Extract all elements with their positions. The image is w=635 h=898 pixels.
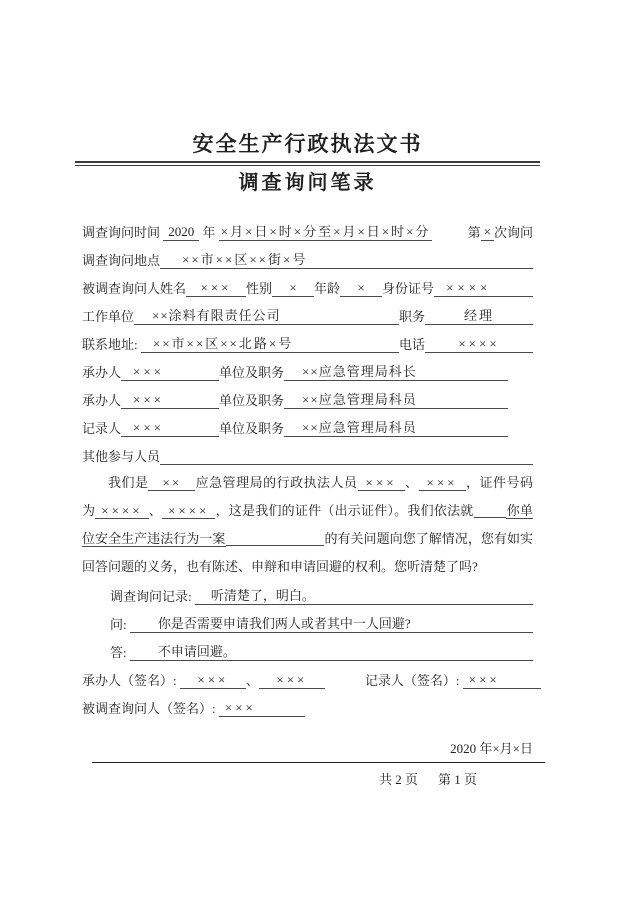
fill-in-value: ×: [481, 224, 494, 241]
fill-in-value: ×××: [358, 475, 405, 491]
field-label: 其他参与人员: [82, 449, 161, 464]
footer-rule: [92, 762, 545, 763]
field-row-work-unit: [82, 301, 533, 329]
fill-in-value: ××应急管理局科长: [284, 361, 508, 381]
field-label: ，这是我们的证件（出示证件）。我们依法就: [215, 503, 474, 518]
field-row-inquiry-place: [82, 245, 533, 273]
fill-in-value: ××: [148, 475, 195, 491]
fill-in-value: 2020: [163, 224, 199, 241]
field-label: 的有关问题向您了解情况，您有如实回答问题的义务，也有陈述、申辩和申请回避的权利。您听清楚了吗?: [82, 531, 533, 574]
field-label: 电话: [398, 337, 425, 352]
date-text: 2020 年×月×日: [450, 741, 533, 756]
field-label: 职务: [398, 309, 425, 324]
field-row-recorder: [82, 413, 533, 441]
field-row-contact-address: [82, 329, 533, 357]
field-row-interviewee: [82, 273, 533, 301]
field-label: 、: [245, 673, 259, 688]
field-label: 调查询问记录:: [110, 589, 195, 604]
field-label: 调查询问地点: [82, 253, 161, 268]
rights-notice-paragraph: [82, 469, 533, 581]
field-label: 承办人: [82, 365, 122, 380]
fill-in-value: ××涂料有限责任公司: [134, 305, 399, 325]
field-label: 年: [199, 225, 219, 240]
field-label: 应急管理局的行政执法人员: [195, 475, 358, 490]
current-page-text: 第 1 页: [437, 772, 477, 787]
dialogue-row-answer: [82, 637, 533, 665]
field-label: 调查询问时间: [82, 225, 164, 240]
field-label: 、: [148, 503, 163, 518]
fill-in-value: 听清楚了，明白。: [195, 585, 533, 605]
fill-in-value: ×月×日×时×分至×月×日×时×分: [219, 221, 433, 241]
field-label: 、: [404, 475, 419, 490]
field-row-handler-1: [82, 357, 533, 385]
fill-in-value: ××应急管理局科员: [284, 417, 508, 437]
field-label: 被调查询问人（签名）:: [82, 701, 219, 716]
fill-in-value: ××××: [95, 503, 148, 519]
fill-in-value: 你是否需要申请我们两人或者其中一人回避?: [130, 613, 533, 633]
fill-in-value: ×××: [121, 364, 219, 381]
fill-in-value: ××××: [162, 503, 215, 519]
total-pages-text: 共 2 页: [378, 772, 418, 787]
fill-in-value: ×××: [180, 672, 246, 689]
fill-in-value: ×××: [259, 672, 325, 689]
fill-in-value: ×××: [463, 672, 541, 689]
field-label: 第: [467, 225, 481, 240]
dialogue-row-record: [82, 581, 533, 609]
field-label: 记录人（签名）:: [364, 673, 463, 688]
document-content: [82, 0, 533, 788]
fill-in-value: ××应急管理局科员: [284, 389, 508, 409]
fill-in-value: ×××: [219, 700, 305, 717]
field-label: 被调查询问人姓名: [82, 281, 187, 296]
fill-in-value: 你单位安全生产违法行为一案: [82, 503, 533, 546]
header-double-rule: [75, 161, 540, 166]
field-label: 单位及职务: [219, 393, 285, 408]
field-label: 单位及职务: [219, 365, 285, 380]
field-label: 次询问: [493, 225, 533, 240]
field-label: 承办人（签名）:: [82, 673, 180, 688]
field-row-inquiry-time: [82, 217, 533, 245]
document-header-title: 安全生产行政执法文书: [192, 132, 423, 156]
fill-in-value: ××市××区××街×号: [160, 249, 533, 269]
field-label: 联系地址:: [82, 337, 141, 352]
date-line: [82, 733, 533, 761]
field-label: 问:: [110, 617, 130, 632]
fill-in-value: ××市××区××北路×号: [141, 333, 399, 353]
dialogue-row-question: [82, 609, 533, 637]
fill-in-value: ×××: [121, 392, 219, 409]
fill-in-value: 经理: [425, 305, 533, 325]
fill-in-value: ×: [340, 280, 382, 297]
field-label: ，证件号码为: [82, 475, 533, 518]
fill-in-value: ××××: [425, 336, 533, 353]
field-label: 年龄: [314, 281, 341, 296]
fill-in-value: ×××: [186, 280, 246, 297]
fill-in-value: ×××: [419, 475, 466, 491]
fill-in-value: [226, 531, 324, 546]
field-label: 我们是: [108, 475, 149, 490]
signature-row-handlers-recorder: [82, 665, 533, 693]
field-label: 工作单位: [82, 309, 135, 324]
fill-in-value: 不申请回避。: [130, 641, 533, 661]
field-label: 单位及职务: [219, 421, 285, 436]
fill-in-value: [160, 464, 533, 465]
field-label: 记录人: [82, 421, 122, 436]
document-title: 调查询问笔录: [238, 172, 377, 194]
page-number-footer: [82, 769, 533, 788]
fill-in-value: ××××: [434, 280, 533, 297]
signature-row-interviewee: [82, 693, 533, 721]
field-row-other-participants: [82, 441, 533, 469]
field-label: 身份证号: [382, 281, 435, 296]
fill-in-value: [474, 503, 506, 518]
field-label: 承办人: [82, 393, 122, 408]
form-fields: [82, 217, 533, 469]
field-label: 答:: [110, 645, 130, 660]
field-row-handler-2: [82, 385, 533, 413]
field-label: 性别: [246, 281, 273, 296]
fill-in-value: ×××: [121, 420, 219, 437]
fill-in-value: ×: [272, 280, 314, 297]
